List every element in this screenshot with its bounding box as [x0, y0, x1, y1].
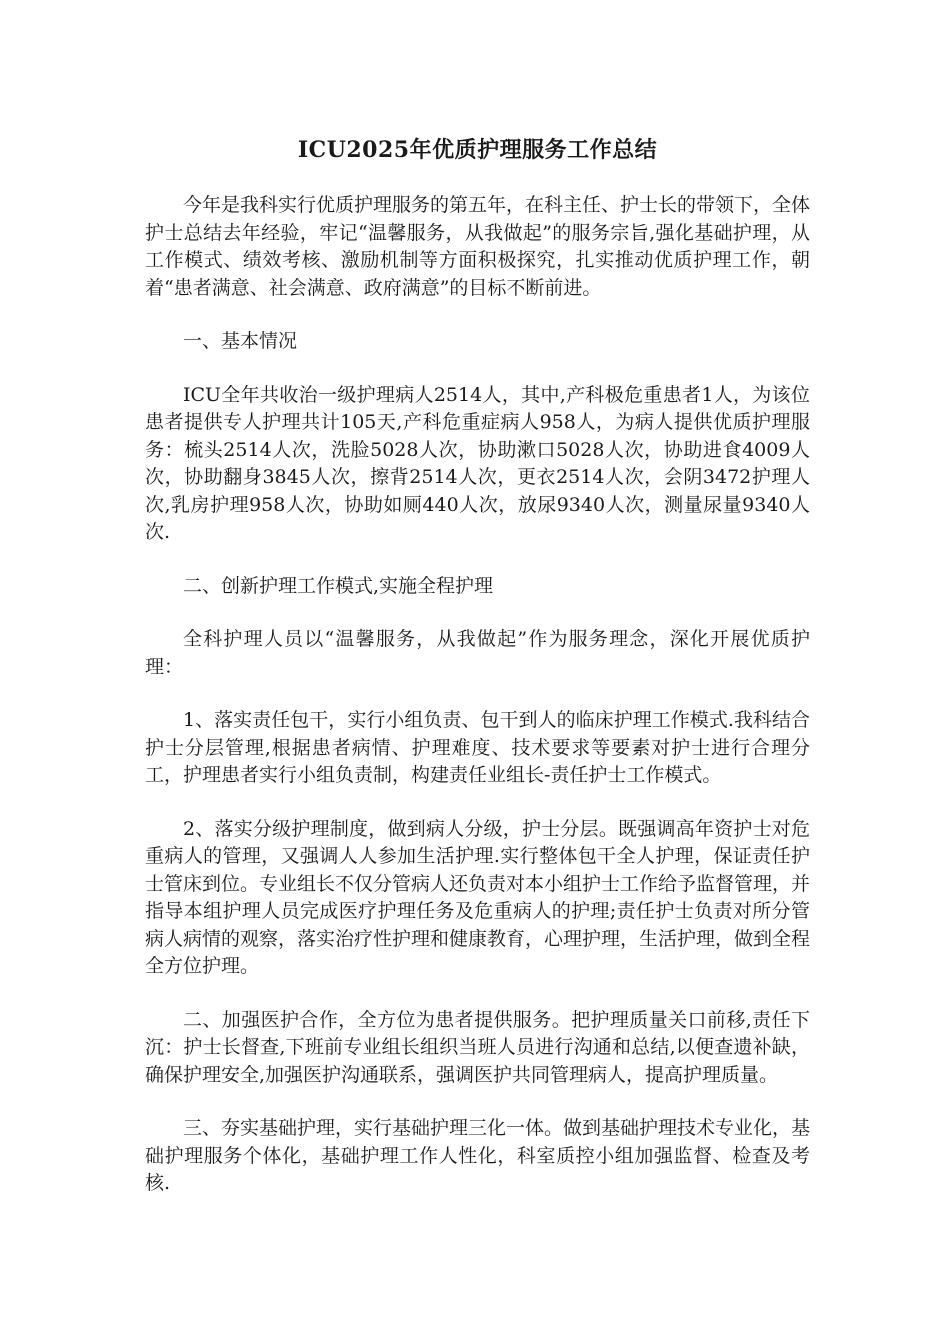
basic-info-paragraph: ICU全年共收治一级护理病人2514人，其中,产科极危重患者1人，为该位患者提供专人护理共计105天,产科危重症病人958人，为病人提供优质护理服务：梳头2514人次，洗脸5028人次，协助漱口5028人次，协助进食4009人次，协助翻身3845人次，擦背2514人次，更衣2514人次，会阴3472护理人次,乳房护理958人次，协助如厕440人次，放尿9340人次，测量尿量9340人次.: [145, 383, 810, 543]
innovation-intro-paragraph: 全科护理人员以“温馨服务，从我做起”作为服务理念，深化开展优质护理：: [145, 628, 810, 678]
graded-nursing-paragraph: 2、落实分级护理制度，做到病人分级，护士分层。既强调高年资护士对危重病人的管理，又强调人人参加生活护理.实行整体包干全人护理，保证责任护士管床到位。专业组长不仅分管病人还负责对本小组护士工作给予监督管理，并指导本组护理人员完成医疗护理任务及危重病人的护理;责任护士负责对所分管病人病情的观察，落实治疗性护理和健康教育，心理护理，生活护理，做到全程全方位护理。: [145, 817, 811, 977]
intro-paragraph: 今年是我科实行优质护理服务的第五年，在科主任、护士长的带领下，全体护士总结去年经验，牢记“温馨服务，从我做起”的服务宗旨,强化基础护理，从工作模式、绩效考核、激励机制等方面积极探究，扎实推动优质护理工作，朝着“患者满意、社会满意、政府满意”的目标不断前进。: [145, 194, 811, 299]
document-title: ICU2025年优质护理服务工作总结: [297, 137, 658, 163]
basic-nursing-paragraph: 三、夯实基础护理，实行基础护理三化一体。做到基础护理技术专业化，基础护理服务个体化，基础护理工作人性化，科室质控小组加强监督、检查及考核.: [145, 1117, 811, 1194]
document-page: [145, 130, 810, 1224]
responsibility-paragraph: 1、落实责任包干，实行小组负责、包干到人的临床护理工作模式.我科结合护士分层管理,根据患者病情、护理难度、技术要求等要素对护士进行合理分工，护理患者实行小组负责制，构建责任业组长-责任护士工作模式。: [145, 709, 810, 786]
section-heading-innovation: 二、创新护理工作模式,实施全程护理: [183, 574, 494, 597]
cooperation-paragraph: 二、加强医护合作，全方位为患者提供服务。把护理质量关口前移,责任下沉：护士长督查,下班前专业组长组织当班人员进行沟通和总结,以便查遗补缺，确保护理安全,加强医护沟通联系，强调医护共同管理病人，提高护理质量。: [145, 1008, 810, 1086]
section-heading-basic: 一、基本情况: [183, 330, 298, 352]
